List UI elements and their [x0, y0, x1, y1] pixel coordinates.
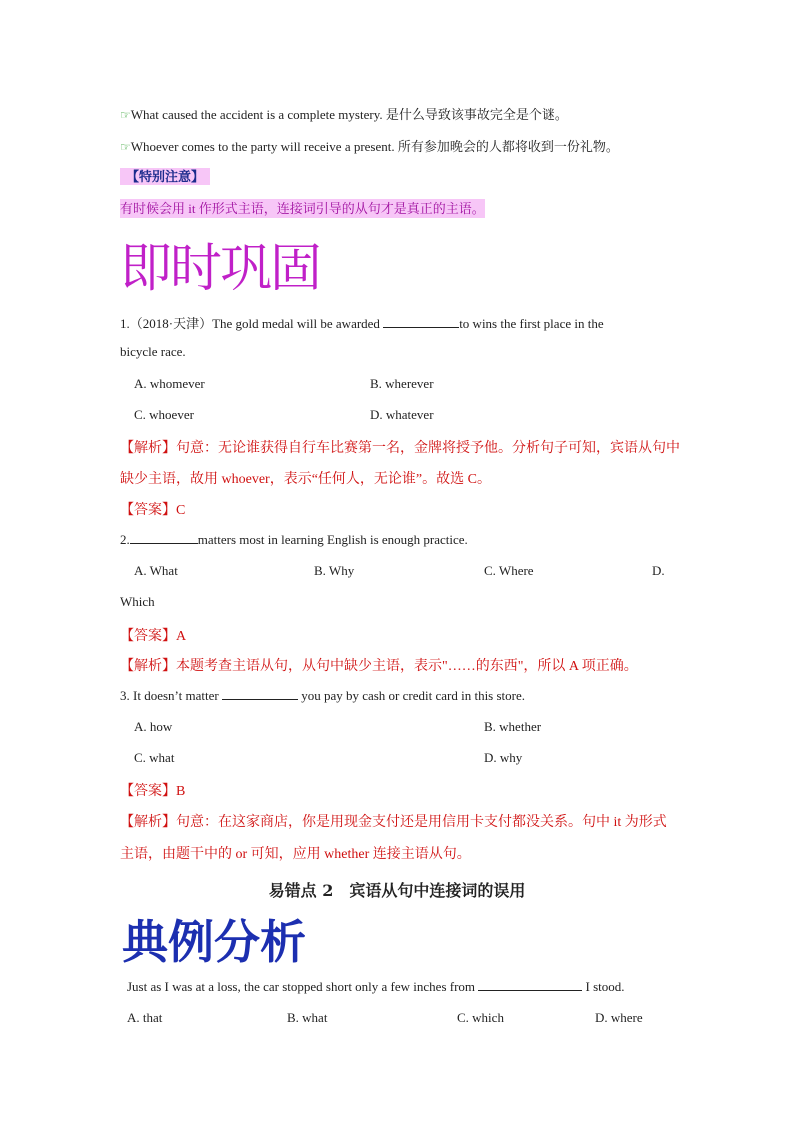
- pointing-hand-icon: ☞: [120, 108, 131, 122]
- q2-option-b: B. Why: [314, 563, 355, 578]
- q2-blank: [130, 533, 198, 544]
- q1-analysis-text1: 句意：无论谁获得自行车比赛第一名，金牌将授予他。分析句子可知，宾语从句中: [176, 441, 680, 456]
- q3-option-d: D. why: [484, 750, 523, 765]
- q1-stem-line1: [120, 313, 604, 332]
- q3-stem-a: 3. It doesn’t matter: [120, 688, 222, 703]
- q4-blank: [478, 980, 582, 991]
- q3-option-a: A. how: [134, 719, 173, 734]
- pointing-hand-icon: ☞: [120, 140, 131, 154]
- q1-analysis-line2: 缺少主语，故用 whoever，表示“任何人，无论谁”。故选 C。: [120, 472, 491, 487]
- q3-analysis-text1: 句意：在这家商店，你是用现金支付还是用信用卡支付都没关系。句中 it 为形式: [176, 815, 667, 830]
- q2-answer-row: [120, 625, 186, 645]
- answer-tag: 【答案】: [120, 503, 176, 518]
- q1-answer-row: [120, 499, 185, 519]
- q2-number: 2.: [120, 532, 130, 547]
- q4-option-b: B. what: [287, 1010, 328, 1025]
- q1-answer: C: [176, 503, 186, 518]
- example-analysis-banner-text: 典例分析: [122, 915, 306, 966]
- q3-answer: B: [176, 784, 186, 799]
- q1-analysis-line1: [120, 437, 680, 457]
- q1-stem-line2: bicycle race.: [120, 344, 186, 359]
- example-analysis-banner: [120, 912, 330, 966]
- q3-answer-row: [120, 780, 185, 800]
- example-sentence-1: [120, 104, 568, 123]
- q2-analysis-row: [120, 655, 638, 675]
- q2-option-c: C. Where: [484, 563, 534, 578]
- section-heading: 易错点 2 宾语从句中连接词的误用: [268, 881, 526, 900]
- practice-banner-text: 即时巩固: [120, 239, 321, 298]
- q1-blank: [383, 317, 459, 328]
- example-text: Whoever comes to the party will receive a present. 所有参加晚会的人都将收到一份礼物。: [130, 139, 619, 154]
- q2-option-d-label: D.: [652, 563, 665, 578]
- special-note-row: [120, 198, 485, 217]
- analysis-tag: 【解析】: [120, 659, 176, 674]
- q4-stem-b: I stood.: [582, 979, 625, 994]
- q4-option-d: D. where: [595, 1010, 643, 1025]
- q4-stem: [127, 979, 625, 995]
- q1-option-a: A. whomever: [134, 376, 205, 391]
- analysis-tag: 【解析】: [120, 815, 176, 830]
- q2-answer: A: [176, 629, 187, 644]
- answer-tag: 【答案】: [120, 784, 176, 799]
- q2-analysis-text: 本题考查主语从句，从句中缺少主语，表示"……的东西"，所以 A 项正确。: [176, 659, 638, 674]
- special-note-tag: 【特别注意】: [120, 168, 210, 185]
- q1-stem-b: to wins the first place in the: [459, 316, 604, 331]
- q3-stem-b: you pay by cash or credit card in this store.: [297, 688, 526, 703]
- q2-stem-text: matters most in learning English is enough practice.: [197, 532, 468, 547]
- q3-option-b: B. whether: [484, 719, 542, 734]
- q2-option-a: A. What: [134, 563, 178, 578]
- example-text: What caused the accident is a complete mystery. 是什么导致该事故完全是个谜。: [130, 107, 568, 122]
- q1-option-d: D. whatever: [370, 407, 434, 422]
- q4-option-c: C. which: [457, 1010, 504, 1025]
- q1-option-b: B. wherever: [370, 376, 434, 391]
- q1-option-c: C. whoever: [134, 407, 194, 422]
- q2-option-d-text: Which: [120, 594, 155, 609]
- q4-option-a: A. that: [127, 1010, 163, 1025]
- answer-tag: 【答案】: [120, 629, 176, 644]
- analysis-tag: 【解析】: [120, 441, 176, 456]
- practice-banner: [118, 228, 323, 298]
- q2-stem: [120, 532, 468, 548]
- special-note-text: 有时候会用 it 作形式主语，连接词引导的从句才是真正的主语。: [120, 201, 485, 216]
- example-sentence-2: [120, 136, 619, 155]
- q3-analysis-line2: 主语，由题干中的 or 可知，应用 whether 连接主语从句。: [120, 847, 471, 862]
- q3-blank: [222, 689, 298, 700]
- q3-option-c: C. what: [134, 750, 175, 765]
- q3-stem: [120, 688, 525, 704]
- special-note-tag-row: [120, 166, 210, 185]
- q1-stem-a: 1.（2018·天津）The gold medal will be awarded: [120, 316, 384, 331]
- q4-stem-a: Just as I was at a loss, the car stopped short only a few inches from: [127, 979, 479, 994]
- q3-analysis-line1: [120, 811, 667, 831]
